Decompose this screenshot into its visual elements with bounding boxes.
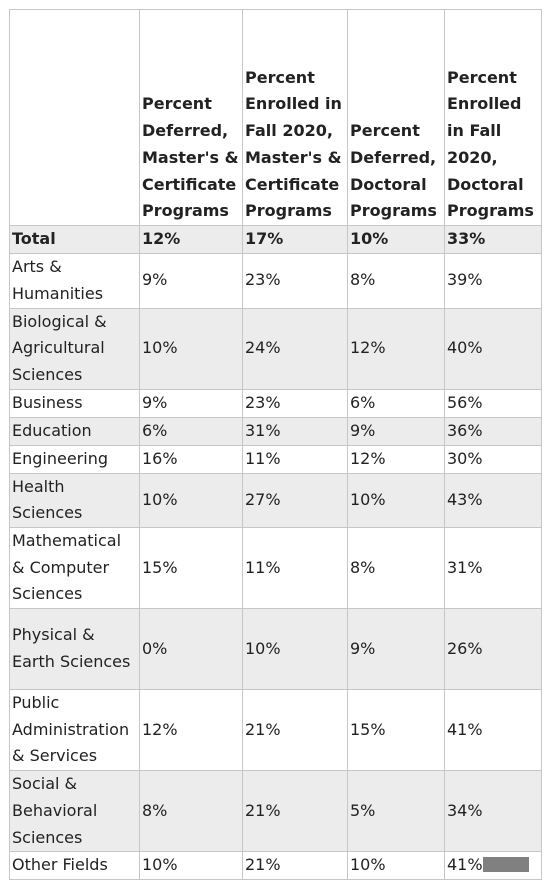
table-cell: 9% — [348, 609, 445, 690]
table-cell: 36% — [445, 417, 542, 445]
table-cell: 12% — [348, 445, 445, 473]
table-cell: 39% — [445, 253, 542, 308]
table-cell: 27% — [243, 473, 348, 527]
table-cell: 16% — [140, 445, 243, 473]
redaction-block — [483, 857, 529, 872]
table-cell: 43% — [445, 473, 542, 527]
table-cell: 34% — [445, 771, 542, 852]
header-cell-doctoral-enrolled: Percent Enrolled in Fall 2020, Doctoral Programs — [445, 10, 542, 226]
table-row — [10, 852, 542, 880]
table-cell: 23% — [243, 389, 348, 417]
table-cell: 10% — [348, 226, 445, 254]
table-cell: 8% — [348, 527, 445, 608]
table-cell: 12% — [348, 308, 445, 389]
table-row — [10, 690, 542, 771]
table-cell-value: 41% — [447, 855, 483, 875]
table-cell: Total — [10, 226, 140, 254]
table-cell: 8% — [348, 253, 445, 308]
table-cell: Physical & Earth Sciences — [10, 609, 140, 690]
table-cell: 40% — [445, 308, 542, 389]
table-cell: Health Sciences — [10, 473, 140, 527]
table-cell: 9% — [140, 253, 243, 308]
table-cell: 33% — [445, 226, 542, 254]
table-cell: Public Administration & Services — [10, 690, 140, 771]
table-row — [10, 417, 542, 445]
table-cell: 21% — [243, 852, 348, 880]
table-cell: 10% — [348, 852, 445, 880]
table-cell: 10% — [243, 609, 348, 690]
table-cell: 11% — [243, 445, 348, 473]
table-cell: 5% — [348, 771, 445, 852]
table-cell: Education — [10, 417, 140, 445]
table-cell: 8% — [140, 771, 243, 852]
table-cell: Biological & Agricultural Sciences — [10, 308, 140, 389]
table-cell: 21% — [243, 771, 348, 852]
table-cell: 15% — [140, 527, 243, 608]
table-cell: Business — [10, 389, 140, 417]
table-cell: 24% — [243, 308, 348, 389]
table-cell: 31% — [445, 527, 542, 608]
header-cell-doctoral-deferred: Percent Deferred, Doctoral Programs — [348, 10, 445, 226]
header-row — [10, 10, 542, 226]
table-row — [10, 253, 542, 308]
data-table — [9, 9, 542, 880]
table-cell: 12% — [140, 226, 243, 254]
table-cell: 9% — [140, 389, 243, 417]
table-cell: 23% — [243, 253, 348, 308]
table-cell: 10% — [140, 852, 243, 880]
table-cell: Engineering — [10, 445, 140, 473]
table-cell: 11% — [243, 527, 348, 608]
table-row-total — [10, 226, 542, 254]
table-cell: 10% — [140, 308, 243, 389]
table-row — [10, 445, 542, 473]
table-cell: 31% — [243, 417, 348, 445]
table-cell: 10% — [348, 473, 445, 527]
table-cell: 0% — [140, 609, 243, 690]
table-cell: Arts & Humanities — [10, 253, 140, 308]
table-cell: Social & Behavioral Sciences — [10, 771, 140, 852]
table-cell: 17% — [243, 226, 348, 254]
table-cell: 56% — [445, 389, 542, 417]
table-cell: 6% — [348, 389, 445, 417]
table-cell-last — [445, 852, 542, 880]
table-cell: 9% — [348, 417, 445, 445]
table-cell: 21% — [243, 690, 348, 771]
table-row — [10, 308, 542, 389]
table-cell: 15% — [348, 690, 445, 771]
table-cell: 30% — [445, 445, 542, 473]
header-cell-field — [10, 10, 140, 226]
table-row — [10, 609, 542, 690]
table-cell: 10% — [140, 473, 243, 527]
table-cell: Other Fields — [10, 852, 140, 880]
header-cell-masters-deferred: Percent Deferred, Master's & Certificate Programs — [140, 10, 243, 226]
table-row — [10, 771, 542, 852]
table-row — [10, 527, 542, 608]
table-row — [10, 473, 542, 527]
table-cell: 41% — [445, 690, 542, 771]
table-row — [10, 389, 542, 417]
table-cell: 6% — [140, 417, 243, 445]
table-cell: Mathematical & Computer Sciences — [10, 527, 140, 608]
table-cell: 12% — [140, 690, 243, 771]
table-cell: 26% — [445, 609, 542, 690]
header-cell-masters-enrolled: Percent Enrolled in Fall 2020, Master's & Certificate Programs — [243, 10, 348, 226]
